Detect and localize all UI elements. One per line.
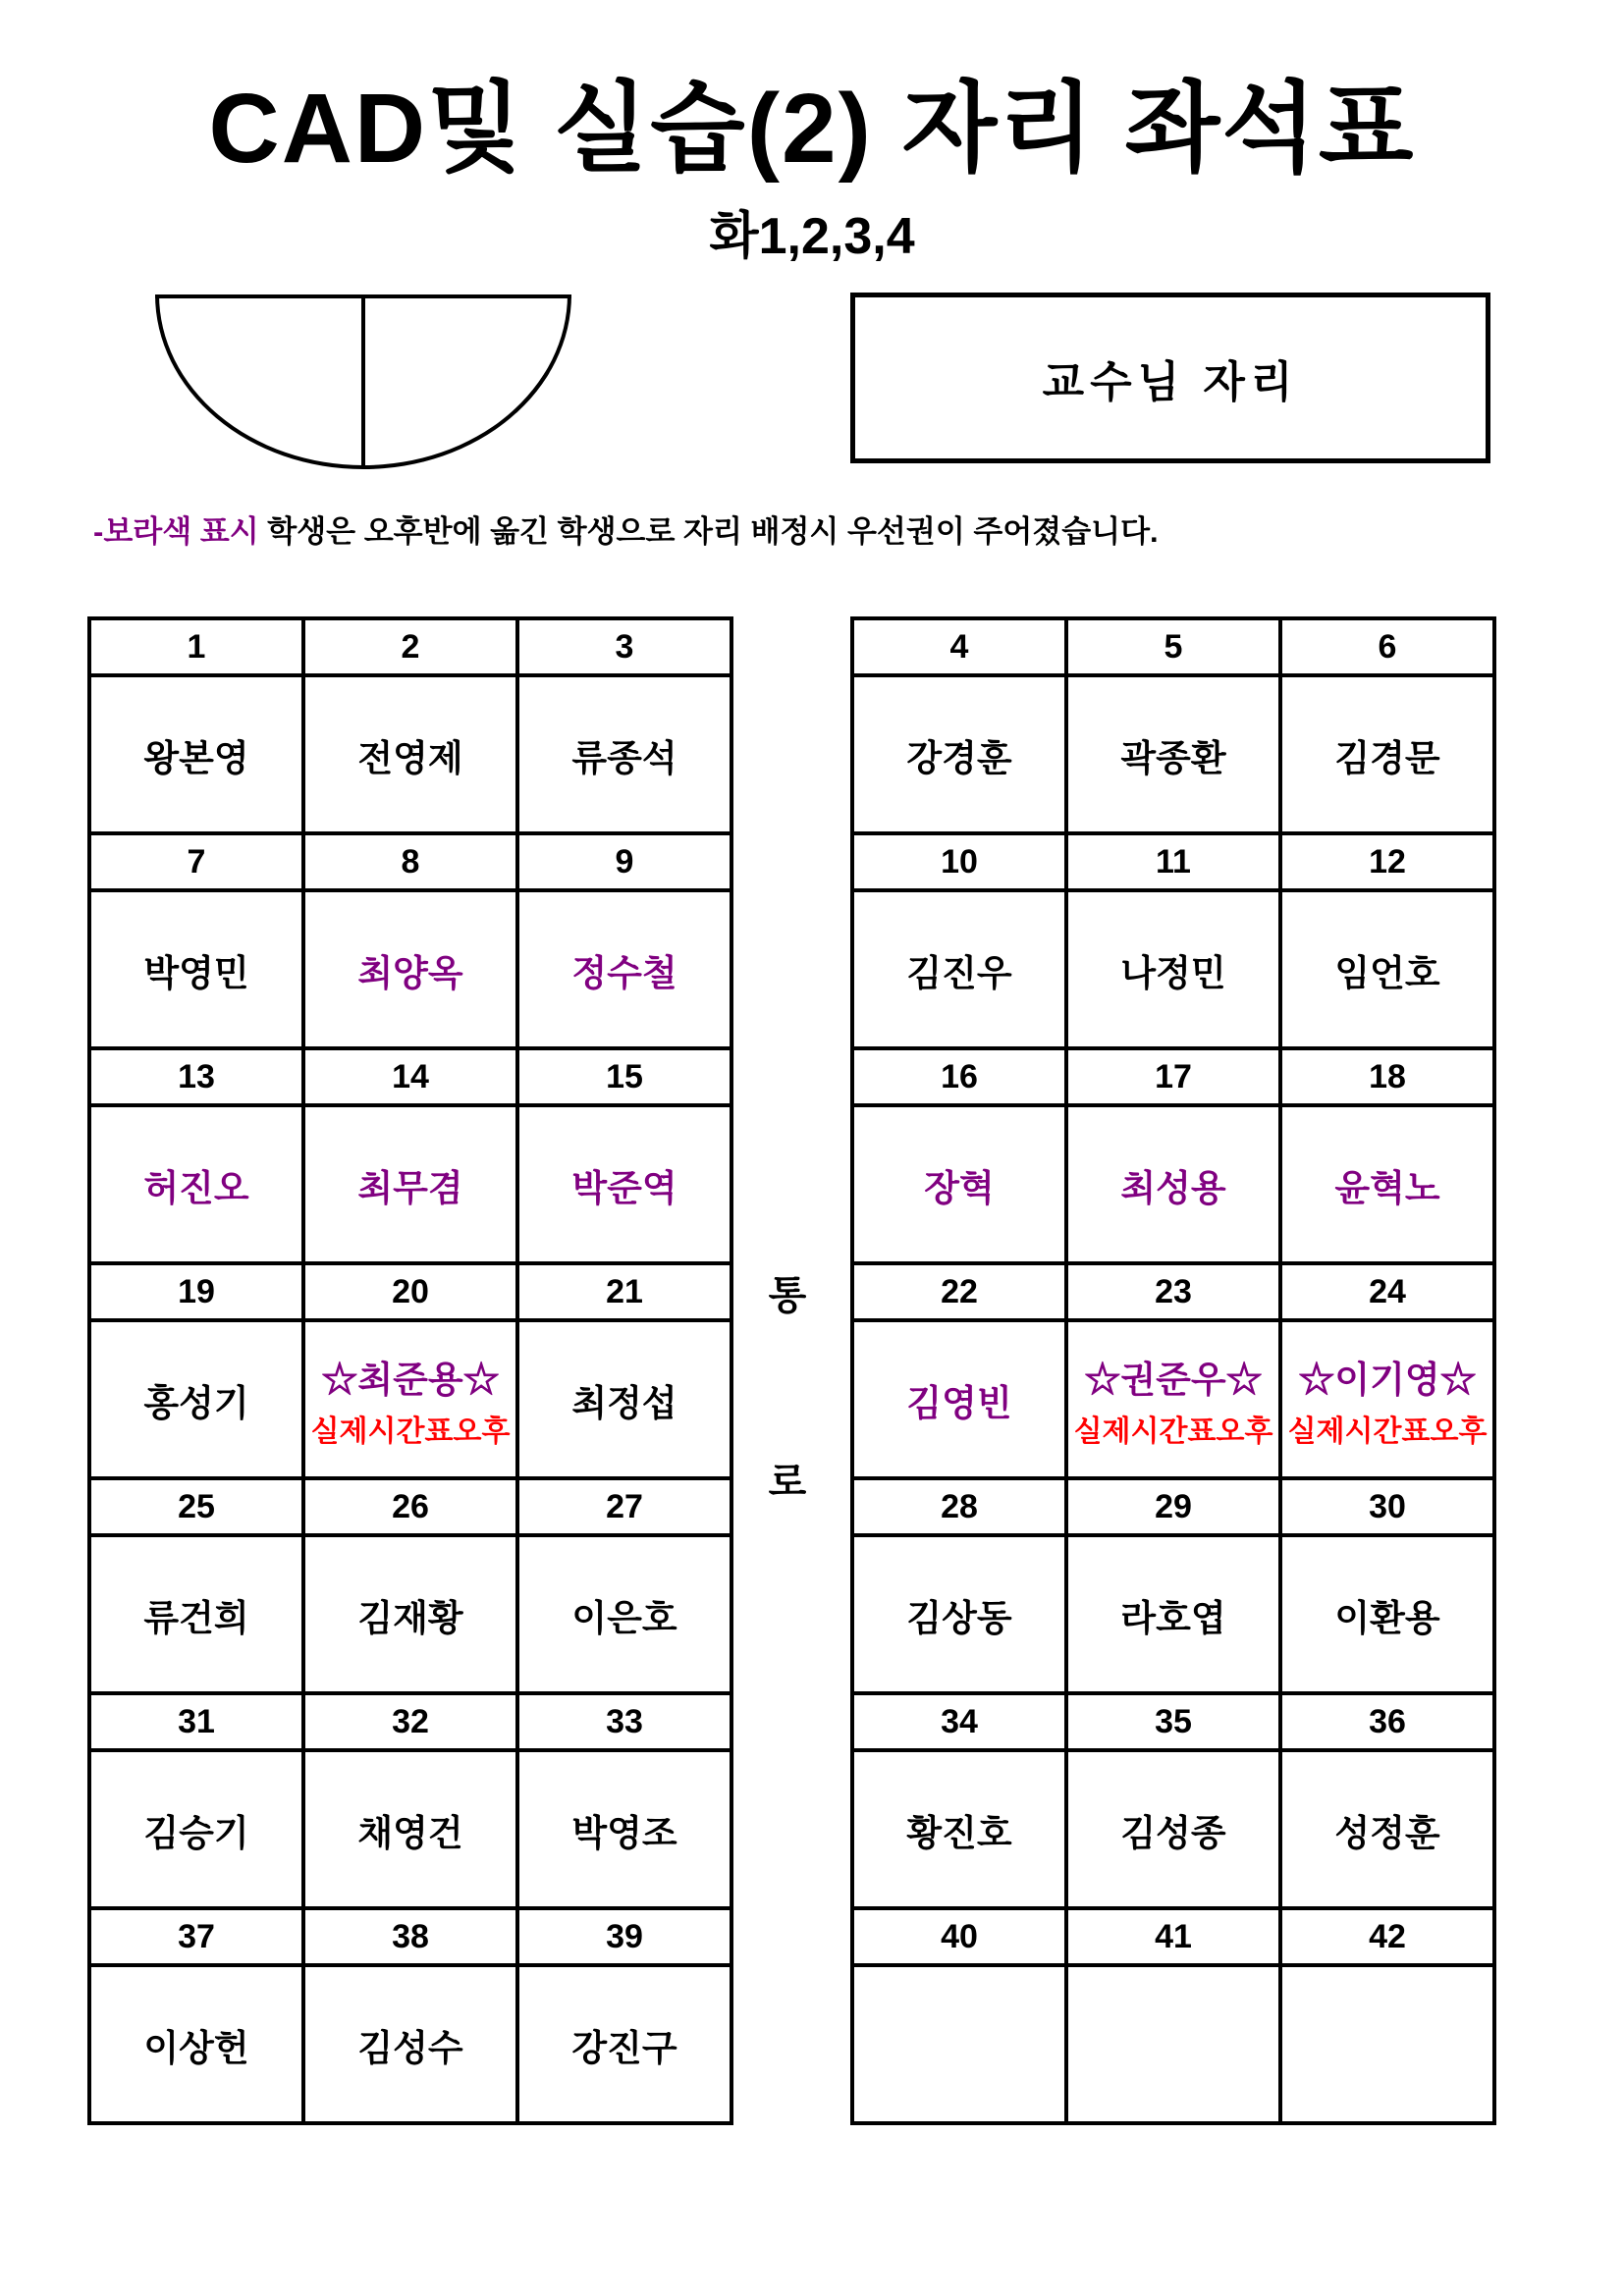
seat-number-12: 12 [1280, 833, 1494, 890]
seat-cell-12 [1280, 890, 1494, 1048]
seat-number-32: 32 [303, 1693, 517, 1750]
seat-number-33: 33 [517, 1693, 731, 1750]
seat-17-student-name: 최성용 [1120, 1167, 1226, 1208]
seat-number-34: 34 [852, 1693, 1066, 1750]
seat-2-student-name: 전영제 [357, 737, 463, 778]
seat-32-student-name: 채영건 [357, 1812, 463, 1853]
seat-cell-15 [517, 1105, 731, 1263]
seat-number-row [89, 1048, 731, 1105]
seat-cell-8 [303, 890, 517, 1048]
seat-number-13: 13 [89, 1048, 303, 1105]
seat-number-2: 2 [303, 618, 517, 675]
seat-number-18: 18 [1280, 1048, 1494, 1105]
seat-cell-39 [517, 1965, 731, 2123]
seat-cell-32 [303, 1750, 517, 1908]
seat-cell-23 [1066, 1320, 1280, 1478]
seat-10-student-name: 김진우 [906, 952, 1012, 993]
seat-12-student-name: 임언호 [1334, 952, 1440, 993]
seat-4-student-name: 강경훈 [906, 737, 1012, 778]
seat-cell-4 [852, 675, 1066, 833]
seat-cell-26 [303, 1535, 517, 1693]
legend-note-highlight: -보라색 표시 [93, 514, 259, 549]
right-seat-table [850, 616, 1496, 2125]
seat-name-row [852, 890, 1494, 1048]
aisle-label-bottom: 로 [768, 1461, 807, 1504]
seat-cell-9 [517, 890, 731, 1048]
seat-name-row [852, 1535, 1494, 1693]
seat-cell-31 [89, 1750, 303, 1908]
seat-number-10: 10 [852, 833, 1066, 890]
seat-number-8: 8 [303, 833, 517, 890]
seat-name-row [89, 1535, 731, 1693]
seat-20-timetable-note: 실제시간표오후 [310, 1415, 511, 1448]
seat-cell-14 [303, 1105, 517, 1263]
seat-cell-10 [852, 890, 1066, 1048]
seat-number-row [89, 1478, 731, 1535]
seat-number-36: 36 [1280, 1693, 1494, 1750]
seat-name-row [89, 890, 731, 1048]
seat-22-student-name: 김영빈 [906, 1382, 1012, 1423]
seat-number-row [89, 1263, 731, 1320]
seat-cell-40 [852, 1965, 1066, 2123]
seat-24-student-name: ☆이기영☆ [1298, 1359, 1477, 1400]
seat-cell-24 [1280, 1320, 1494, 1478]
seat-number-22: 22 [852, 1263, 1066, 1320]
seat-name-row [852, 1105, 1494, 1263]
seat-number-20: 20 [303, 1263, 517, 1320]
seat-cell-2 [303, 675, 517, 833]
seat-number-9: 9 [517, 833, 731, 890]
seat-cell-41 [1066, 1965, 1280, 2123]
seat-38-student-name: 김성수 [357, 2027, 463, 2068]
seat-14-student-name: 최무겸 [357, 1167, 463, 1208]
seat-29-student-name: 라호엽 [1120, 1597, 1226, 1638]
seat-number-row [852, 1048, 1494, 1105]
seat-11-student-name: 나정민 [1120, 952, 1226, 993]
seat-5-student-name: 곽종환 [1120, 737, 1226, 778]
seat-cell-38 [303, 1965, 517, 2123]
seat-number-21: 21 [517, 1263, 731, 1320]
seat-name-row [89, 1105, 731, 1263]
seat-28-student-name: 김상동 [906, 1597, 1012, 1638]
seat-35-student-name: 김성종 [1120, 1812, 1226, 1853]
seat-number-35: 35 [1066, 1693, 1280, 1750]
professor-seat-label: 교수님 자리 [1042, 358, 1299, 406]
seat-number-7: 7 [89, 833, 303, 890]
seat-cell-5 [1066, 675, 1280, 833]
seat-number-31: 31 [89, 1693, 303, 1750]
seat-cell-22 [852, 1320, 1066, 1478]
seat-number-30: 30 [1280, 1478, 1494, 1535]
seat-number-41: 41 [1066, 1908, 1280, 1965]
seat-number-5: 5 [1066, 618, 1280, 675]
seat-number-16: 16 [852, 1048, 1066, 1105]
seat-6-student-name: 김경문 [1334, 737, 1440, 778]
seat-number-row [852, 1478, 1494, 1535]
seat-cell-27 [517, 1535, 731, 1693]
seat-name-row [852, 1750, 1494, 1908]
page-subtitle: 화1,2,3,4 [709, 208, 915, 265]
seat-number-38: 38 [303, 1908, 517, 1965]
seat-16-student-name: 장혁 [924, 1167, 995, 1208]
seat-15-student-name: 박준역 [571, 1167, 677, 1208]
seat-cell-19 [89, 1320, 303, 1478]
professor-seat-box [850, 293, 1490, 463]
seat-number-14: 14 [303, 1048, 517, 1105]
seat-number-26: 26 [303, 1478, 517, 1535]
seat-number-row [852, 833, 1494, 890]
seat-number-28: 28 [852, 1478, 1066, 1535]
seat-number-17: 17 [1066, 1048, 1280, 1105]
seat-cell-29 [1066, 1535, 1280, 1693]
seat-cell-3 [517, 675, 731, 833]
seat-27-student-name: 이은호 [571, 1597, 677, 1638]
seat-30-student-name: 이환용 [1334, 1597, 1440, 1638]
podium-divider-line [361, 298, 365, 465]
seat-cell-42 [1280, 1965, 1494, 2123]
seat-number-row [89, 618, 731, 675]
seat-number-3: 3 [517, 618, 731, 675]
seat-cell-36 [1280, 1750, 1494, 1908]
seat-cell-6 [1280, 675, 1494, 833]
seat-name-row [89, 1965, 731, 2123]
seat-number-42: 42 [1280, 1908, 1494, 1965]
seat-cell-16 [852, 1105, 1066, 1263]
seat-cell-28 [852, 1535, 1066, 1693]
seat-number-23: 23 [1066, 1263, 1280, 1320]
seat-cell-25 [89, 1535, 303, 1693]
seat-number-row [89, 1693, 731, 1750]
seat-26-student-name: 김재황 [357, 1597, 463, 1638]
seat-18-student-name: 윤혁노 [1334, 1167, 1440, 1208]
seat-cell-35 [1066, 1750, 1280, 1908]
seat-number-row [89, 1908, 731, 1965]
seat-23-timetable-note: 실제시간표오후 [1073, 1415, 1273, 1448]
seat-number-27: 27 [517, 1478, 731, 1535]
podium-shape [155, 294, 571, 469]
seat-name-row [89, 675, 731, 833]
seat-name-row [852, 1965, 1494, 2123]
seat-36-student-name: 성정훈 [1334, 1812, 1440, 1853]
seat-20-student-name: ☆최준용☆ [321, 1359, 500, 1400]
seat-13-student-name: 허진오 [143, 1167, 249, 1208]
seat-number-row [852, 1263, 1494, 1320]
seat-cell-21 [517, 1320, 731, 1478]
seat-37-student-name: 이상헌 [143, 2027, 249, 2068]
seat-31-student-name: 김승기 [143, 1812, 249, 1853]
seat-8-student-name: 최양옥 [357, 952, 463, 993]
seat-1-student-name: 왕본영 [143, 737, 249, 778]
seat-cell-1 [89, 675, 303, 833]
seat-number-row [852, 1908, 1494, 1965]
seat-number-29: 29 [1066, 1478, 1280, 1535]
seat-23-student-name: ☆권준우☆ [1084, 1359, 1263, 1400]
seat-3-student-name: 류종석 [571, 737, 677, 778]
seat-number-19: 19 [89, 1263, 303, 1320]
seat-34-student-name: 황진호 [906, 1812, 1012, 1853]
seat-cell-30 [1280, 1535, 1494, 1693]
seat-number-24: 24 [1280, 1263, 1494, 1320]
seat-cell-37 [89, 1965, 303, 2123]
seat-number-row [852, 618, 1494, 675]
legend-note [93, 507, 1159, 551]
seat-25-student-name: 류건희 [143, 1597, 249, 1638]
left-seat-table [87, 616, 733, 2125]
seat-number-1: 1 [89, 618, 303, 675]
aisle-label-top: 통 [768, 1274, 807, 1317]
seat-19-student-name: 홍성기 [143, 1382, 249, 1423]
seat-cell-34 [852, 1750, 1066, 1908]
page-title: CAD및 실습(2) 자리 좌석표 [208, 74, 1416, 184]
seat-number-25: 25 [89, 1478, 303, 1535]
seat-number-row [852, 1693, 1494, 1750]
seat-33-student-name: 박영조 [571, 1812, 677, 1853]
seat-number-15: 15 [517, 1048, 731, 1105]
seat-number-39: 39 [517, 1908, 731, 1965]
seat-39-student-name: 강진구 [571, 2027, 677, 2068]
seat-number-row [89, 833, 731, 890]
seat-cell-11 [1066, 890, 1280, 1048]
seat-cell-7 [89, 890, 303, 1048]
legend-note-text: 학생은 오후반에 옮긴 학생으로 자리 배정시 우선권이 주어졌습니다. [258, 514, 1159, 549]
seat-cell-33 [517, 1750, 731, 1908]
seat-cell-13 [89, 1105, 303, 1263]
seat-number-37: 37 [89, 1908, 303, 1965]
seat-cell-20 [303, 1320, 517, 1478]
seat-24-timetable-note: 실제시간표오후 [1287, 1415, 1488, 1448]
seat-name-row [89, 1320, 731, 1478]
seat-name-row [89, 1750, 731, 1908]
seat-cell-18 [1280, 1105, 1494, 1263]
seat-name-row [852, 1320, 1494, 1478]
seat-cell-17 [1066, 1105, 1280, 1263]
seat-number-6: 6 [1280, 618, 1494, 675]
seat-9-student-name: 정수철 [571, 952, 677, 993]
seat-name-row [852, 675, 1494, 833]
seat-number-4: 4 [852, 618, 1066, 675]
seat-7-student-name: 박영민 [143, 952, 249, 993]
seat-21-student-name: 최정섭 [571, 1382, 677, 1423]
seat-number-11: 11 [1066, 833, 1280, 890]
seat-number-40: 40 [852, 1908, 1066, 1965]
